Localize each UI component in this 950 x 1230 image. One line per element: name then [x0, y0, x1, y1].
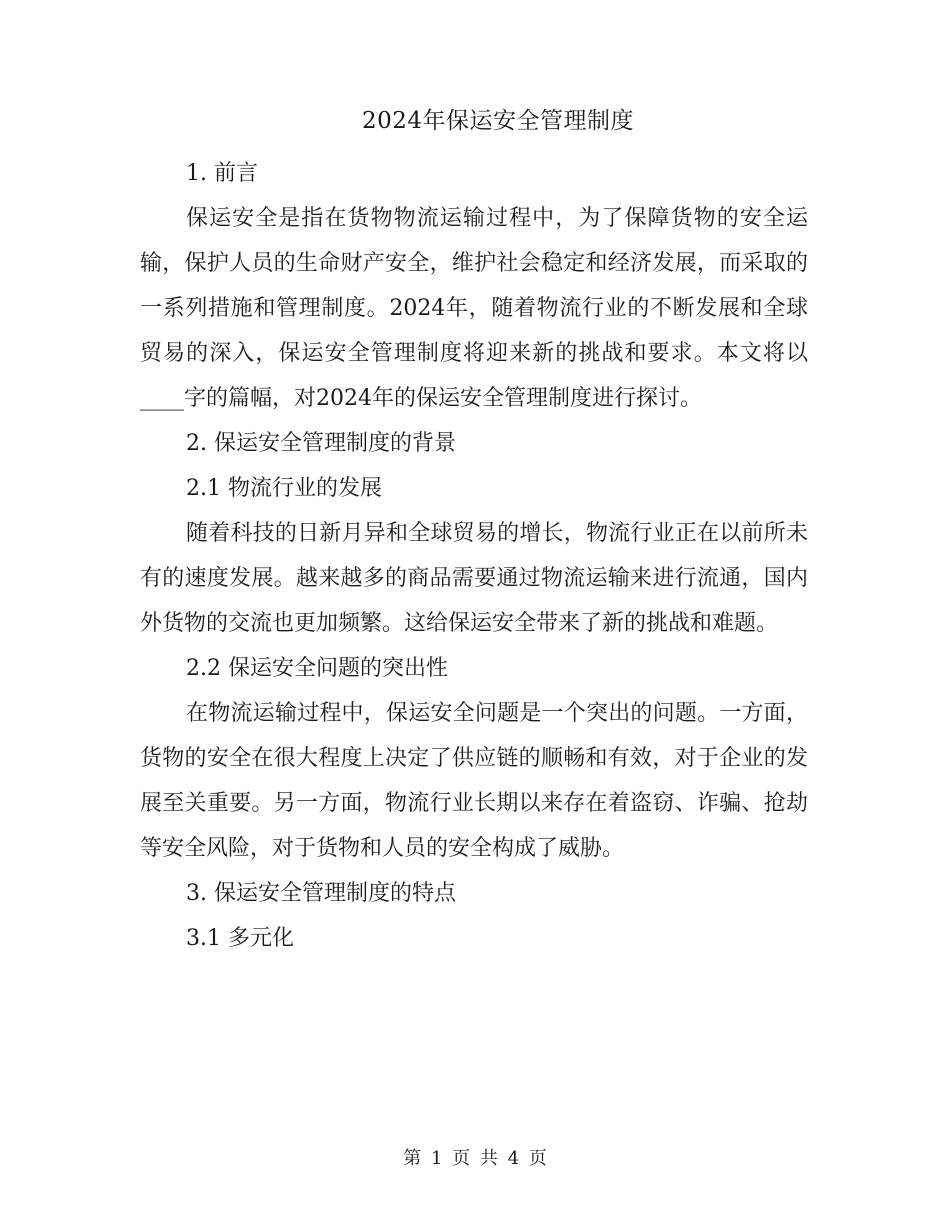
subsection-heading-diversification: 3.1 多元化: [186, 926, 294, 951]
section-heading-background: 2. 保运安全管理制度的背景: [186, 431, 456, 456]
paragraph-preface: 保运安全是指在货物物流运输过程中，为了保障货物的安全运输，保护人员的生命财产安全，维护社会稳定和经济发展，而采取的一系列措施和管理制度。2024年，随着物流行业的不断发展和全球贸易的深入，保运安全管理制度将迎来新的挑战和要求。本文将以____字的篇幅，对2024年的保运安全管理制度进行探讨。: [140, 206, 808, 411]
page-footer: 第 1 页 共 4 页: [403, 1148, 547, 1169]
paragraph-safety-prominence: 在物流运输过程中，保运安全问题是一个突出的问题。一方面，货物的安全在很大程度上决定了供应链的顺畅和有效，对于企业的发展至关重要。另一方面，物流行业长期以来存在着盗窃、诈骗、抢劫等安全风险，对于货物和人员的安全构成了威胁。: [140, 701, 808, 861]
section-heading-characteristics: 3. 保运安全管理制度的特点: [186, 881, 456, 906]
document-body: [140, 151, 808, 961]
paragraph-logistics-development: 随着科技的日新月异和全球贸易的增长，物流行业正在以前所未有的速度发展。越来越多的商品需要通过物流运输来进行流通，国内外货物的交流也更加频繁。这给保运安全带来了新的挑战和难题。: [140, 521, 808, 636]
section-heading-preface: 1. 前言: [186, 161, 258, 186]
subsection-heading-logistics-development: 2.1 物流行业的发展: [186, 476, 382, 501]
subsection-heading-safety-prominence: 2.2 保运安全问题的突出性: [186, 656, 448, 681]
document-title: 2024年保运安全管理制度: [361, 108, 635, 134]
